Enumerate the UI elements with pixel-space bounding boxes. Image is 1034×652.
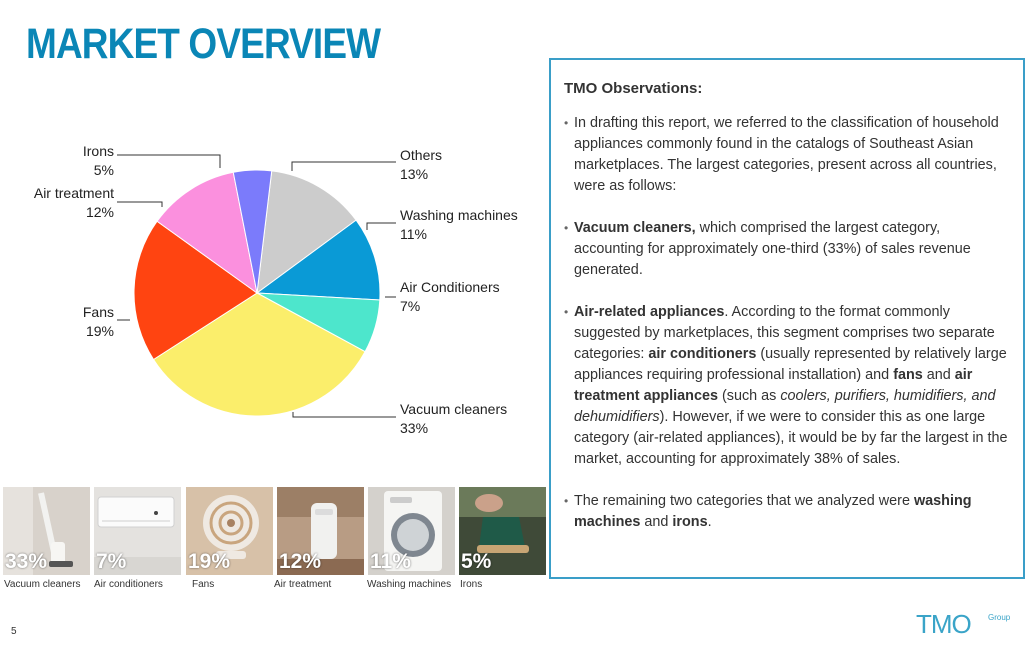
thumb-percent: 33% xyxy=(5,550,48,573)
bullet-italic: coolers, purifiers, humidifiers, and dehumidifiers xyxy=(574,388,996,425)
bullet-text: . According to the format commonly suggested by marketplaces, this segment comprises two separate categories: xyxy=(574,304,995,362)
pie-label-fans xyxy=(40,303,114,341)
bullet-bold: Air-related appliances xyxy=(574,304,725,320)
label-value: 7% xyxy=(400,298,421,314)
bullet-text: (usually represented by relatively large appliances requiring professional installation) and xyxy=(574,346,1007,383)
logo-subtext: Group xyxy=(988,613,1011,622)
thumb-fans xyxy=(186,487,273,575)
pie-label-air-conditioners xyxy=(400,278,500,316)
bullet-text: and xyxy=(922,367,955,383)
thumb-caption: Air treatment xyxy=(274,579,332,590)
label-value: 19% xyxy=(85,323,114,339)
bullet-bold: irons xyxy=(672,514,708,530)
thumb-caption: Washing machines xyxy=(367,579,452,590)
label-category: Vacuum cleaners xyxy=(400,401,508,417)
label-category: Air treatment xyxy=(33,185,114,201)
tmo-logo xyxy=(916,610,1020,636)
label-value: 12% xyxy=(85,204,114,220)
thumb-irons xyxy=(459,487,546,575)
leader-line-air-treatment xyxy=(117,202,162,207)
pie-label-others xyxy=(400,146,442,184)
leader-line-irons xyxy=(117,155,220,168)
leader-line-washing-machines xyxy=(367,223,396,230)
thumb-washing-machines xyxy=(368,487,455,575)
bullet-bold: washing machines xyxy=(574,493,972,530)
bullet-bold: Vacuum cleaners, xyxy=(574,220,696,236)
thumb-air-conditioners xyxy=(94,487,181,575)
bullet-text: In drafting this report, we referred to the classification of household appliances commonly found in the catalogs of Southeast Asian marketplaces. The largest categories, present across all countries, were as follows: xyxy=(574,115,999,194)
bullet-text: (such as xyxy=(717,388,781,404)
page-number: 5 xyxy=(11,626,17,637)
bullet-bold: fans xyxy=(893,367,923,383)
observations-heading: TMO Observations: xyxy=(564,80,703,97)
bullet-bold: air conditioners xyxy=(648,346,757,362)
label-value: 13% xyxy=(400,166,429,182)
leader-line-others xyxy=(292,162,396,171)
logo-text: TMO xyxy=(916,610,971,636)
label-category: Air Conditioners xyxy=(400,279,500,295)
thumb-percent: 7% xyxy=(96,550,127,573)
pie-label-irons xyxy=(40,142,114,180)
thumb-caption: Irons xyxy=(460,579,483,590)
thumb-caption: Fans xyxy=(192,579,215,590)
pie-label-washing-machines xyxy=(400,206,518,244)
thumb-percent: 5% xyxy=(461,550,492,573)
observation-bullet xyxy=(564,218,1009,281)
label-value: 33% xyxy=(400,420,429,436)
label-category: Washing machines xyxy=(400,207,518,223)
thumb-vacuum-cleaners xyxy=(3,487,90,575)
thumb-caption: Air conditioners xyxy=(94,579,163,590)
observation-bullet xyxy=(564,113,1009,197)
bullet-text: which comprised the largest category, accounting for approximately one-third (33%) of sales revenue generated. xyxy=(574,220,971,278)
bullet-bold: air treatment appliances xyxy=(574,367,973,404)
thumb-percent: 11% xyxy=(370,550,411,573)
bullet-text: ). However, if we were to consider this as one large category (air-related appliances), it would be by far the largest in the market, accounting for approximately 38% of sales. xyxy=(574,409,1008,467)
label-category: Fans xyxy=(82,304,114,320)
pie-label-vacuum-cleaners xyxy=(400,400,507,438)
observations-box xyxy=(549,58,1025,579)
thumb-air-treatment xyxy=(277,487,364,575)
thumb-percent: 19% xyxy=(188,550,231,573)
bullet-text: and xyxy=(640,514,673,530)
label-value: 11% xyxy=(400,226,427,242)
label-value: 5% xyxy=(93,162,114,178)
thumb-caption: Vacuum cleaners xyxy=(4,579,81,590)
bullet-text: . xyxy=(707,514,712,530)
label-category: Others xyxy=(400,147,443,163)
leader-line-vacuum-cleaners xyxy=(293,412,396,417)
observation-bullet xyxy=(564,491,1009,533)
thumb-percent: 12% xyxy=(279,550,322,573)
pie-label-air-treatment xyxy=(10,184,114,222)
bullet-text: The remaining two categories that we analyzed were xyxy=(574,493,914,509)
label-category: Irons xyxy=(82,143,114,159)
observation-bullet xyxy=(564,302,1009,470)
page-title: MARKET OVERVIEW xyxy=(26,20,381,68)
